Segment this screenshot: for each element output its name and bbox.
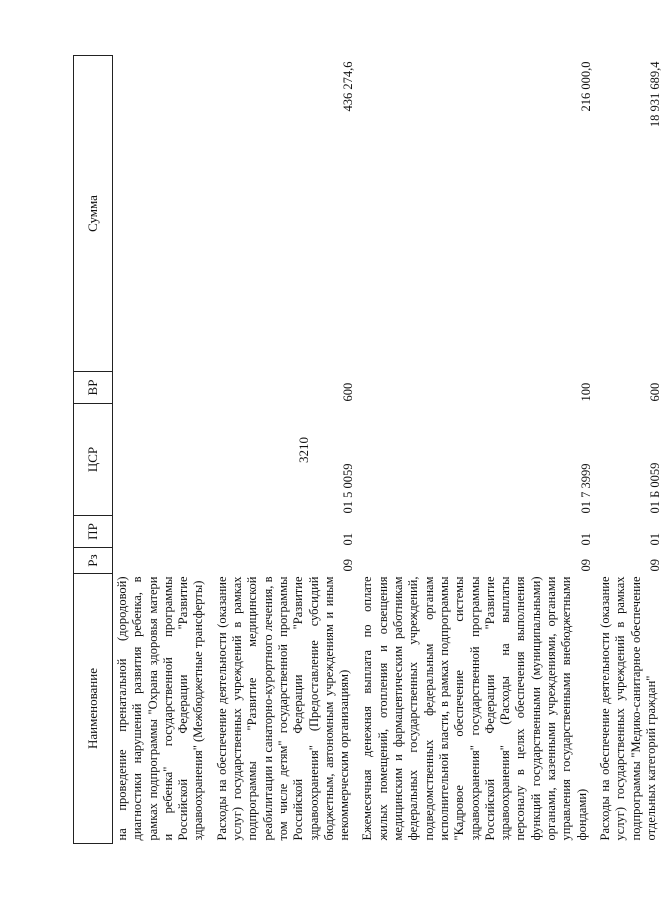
col-header-pr: ПР [74,516,113,548]
budget-table [73,55,665,844]
row-sum [113,56,213,372]
row-pr: 01 [341,533,356,546]
row-csr: 01 7 3999 [578,463,593,514]
budget-table-rotated [73,56,662,844]
row-sum: 436 274,6 [341,61,356,112]
row-csr [113,404,213,516]
table-row [113,56,213,844]
col-header-csr: ЦСР [74,404,113,516]
row-rz: 09 [647,559,662,572]
row-pr: 01 [647,533,662,546]
table-row [213,56,359,844]
row-rz: 09 [578,559,593,572]
row-csr: 01 Б 0059 [647,462,662,514]
table-header-row [74,56,113,844]
page-number: 3210 [296,437,311,463]
col-header-sum: Сумма [74,56,113,372]
row-rz: 09 [341,559,356,572]
col-header-vr: ВР [74,372,113,404]
row-pr [113,516,213,548]
row-vr [113,372,213,404]
row-pr: 01 [578,533,593,546]
col-header-name: Наименование [74,574,113,844]
row-vr: 100 [578,382,593,402]
row-csr: 01 5 0059 [341,463,356,514]
table-row [596,56,665,844]
row-rz [113,548,213,574]
row-sum: 216 000,0 [578,61,593,112]
row-name: на проведение пренатальной (дородовой) диагностики нарушений развития ребенка, в рамках подпрограммы "Охрана здоровья матери и ребенка" государственной программы Российской Федерации "Развитие здравоохранения" (Межбюджетные трансферты) [115,576,206,841]
row-name: Расходы на обеспечение деятельности (оказание услуг) государственных учреждений в рамках подпрограммы "Развитие медицинской реабилитации и санаторно-курортного лечения, в том числе детям" государственной программы Российской Федерации "Развитие здравоохранения" (Предоставление субсидий бюджетным, автономным учреждениям и иным некоммерческим организациям) [214,576,352,841]
table-row [358,56,595,844]
row-sum: 18 931 689,4 [647,61,662,128]
row-name: Ежемесячная денежная выплата по оплате жилых помещений, отопления и освещения медицинским и фармацевтическим работникам федеральных государственных учреждений, подведомственных федеральным органам исполнительной власти, в рамках подпрограммы "Кадровое обеспечение системы здравоохранения" государственной программы Российской Федерации "Развитие здравоохранения" (Расходы на выплаты персоналу в целях обеспечения выполнения функций государственными (муниципальными) органами, казенными учреждениями, органами управления государственными внебюджетными фондами) [360,576,589,841]
row-name: Расходы на обеспечение деятельности (оказание услуг) государственных учреждений в рамках подпрограммы "Медико-санитарное обеспечение отдельных категорий граждан" [597,576,658,841]
row-vr: 600 [647,382,662,402]
col-header-rz: Рз [74,548,113,574]
row-vr: 600 [341,382,356,402]
